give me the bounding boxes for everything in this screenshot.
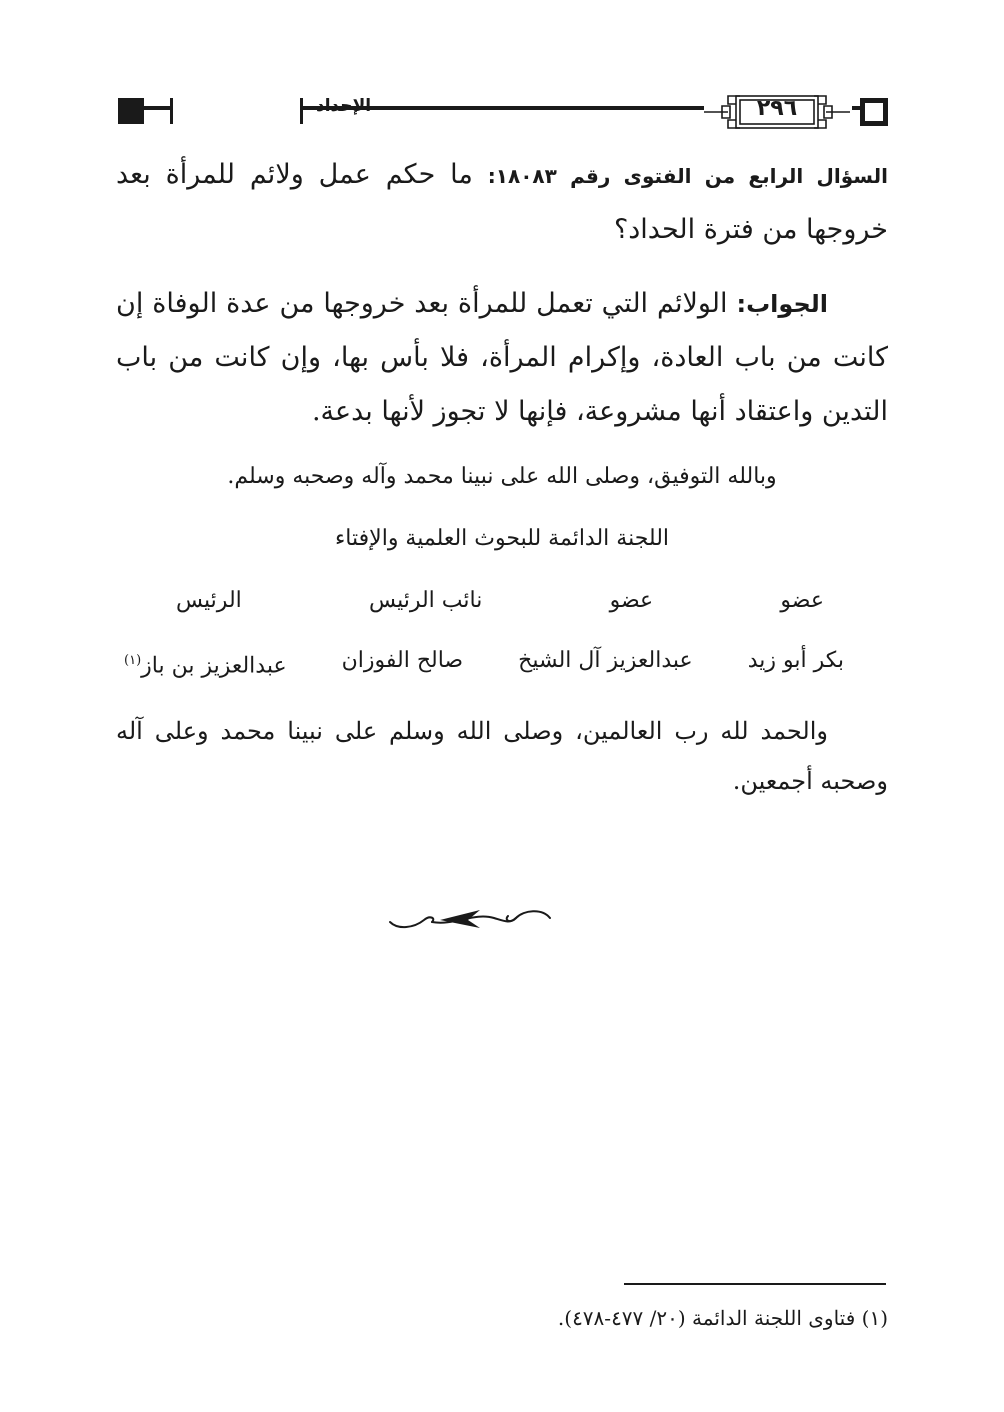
- signatory-vice-president: صالح الفوزان: [341, 648, 464, 673]
- page-number: ٢٩٦: [756, 96, 798, 121]
- signatory-name: عبدالعزيز بن باز: [141, 653, 287, 679]
- role-member: عضو: [609, 588, 654, 613]
- final-praise: والحمد لله رب العالمين، وصلى الله وسلم على نبينا محمد وعلى آله وصحبه أجمعين.: [116, 717, 888, 796]
- signatory-names: [116, 641, 888, 686]
- closing-line: وبالله التوفيق، وصلى الله على نبينا محمد وآله وصحبه وسلم.: [227, 464, 777, 489]
- question-lead: السؤال الرابع من الفتوى رقم ١٨٠٨٣:: [487, 164, 888, 188]
- header-bar: [300, 98, 303, 124]
- role-vice-president: نائب الرئيس: [369, 588, 483, 613]
- signatory-roles: [116, 581, 888, 621]
- role-president: الرئيس: [176, 588, 242, 613]
- footnote-separator: [624, 1283, 886, 1285]
- question-paragraph: [116, 148, 888, 257]
- answer-text: الولائم التي تعمل للمرأة بعد خروجها من عدة الوفاة إن كانت من باب العادة، وإكرام المرأة، فلا بأس بها، وإن كانت من باب التدين واعتقاد أنها مشروعة، فإنها لا تجوز لأنها بدعة.: [116, 288, 888, 427]
- header-rule-long: [300, 106, 704, 110]
- header-bar: [170, 98, 173, 124]
- signatory-member: عبدالعزيز آل الشيخ: [518, 648, 693, 673]
- signatory-member: بكر أبو زيد: [747, 648, 844, 673]
- page-body: [116, 148, 888, 806]
- decorative-flourish-icon: [384, 904, 556, 934]
- answer-lead: الجواب:: [736, 290, 828, 318]
- header-rule-short: [144, 106, 170, 110]
- page-header: [118, 92, 888, 132]
- signatory-president: [124, 641, 287, 686]
- committee-name: اللجنة الدائمة للبحوث العلمية والإفتاء: [334, 526, 670, 551]
- question-text: ما حكم عمل ولائم للمرأة بعد خروجها من فترة الحداد؟: [116, 159, 888, 245]
- footnote-reference: (١): [124, 653, 142, 668]
- role-member: عضو: [780, 588, 824, 613]
- section-title: الإحداد: [316, 96, 372, 116]
- header-square-right: [860, 98, 888, 126]
- answer-paragraph: [116, 277, 888, 439]
- footnote: (١) فتاوى اللجنة الدائمة (٢٠/ ٤٧٧-٤٧٨).: [557, 1306, 888, 1330]
- header-square-left: [118, 98, 144, 124]
